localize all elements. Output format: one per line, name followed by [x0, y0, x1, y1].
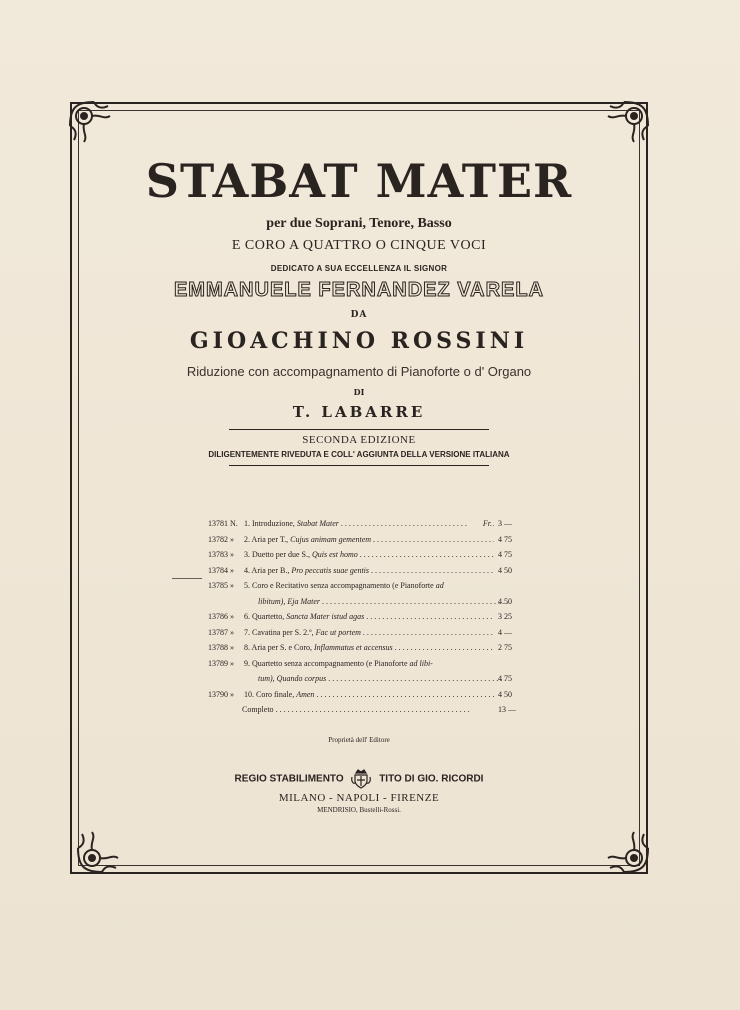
- contents-row: [118, 547, 528, 563]
- number-mark: »: [230, 550, 234, 559]
- contents-row: [118, 563, 528, 579]
- currency-label: Fr.: [468, 516, 492, 532]
- number-mark: »: [230, 534, 234, 544]
- piece-title: [244, 547, 494, 563]
- da-label: DA: [350, 310, 368, 320]
- price: 2 75: [498, 643, 512, 652]
- arranger-name: T. LABARRE: [292, 403, 426, 421]
- number-mark: »: [230, 689, 234, 699]
- contents-row: [118, 578, 528, 594]
- plate-number: 13783: [208, 550, 228, 559]
- piece-incipit: Fac ut portem: [315, 627, 361, 637]
- piece-title: [244, 609, 494, 625]
- piece-title: [258, 594, 508, 610]
- publisher-line: [78, 768, 640, 790]
- piece-title: [244, 563, 494, 579]
- publisher-right: TITO DI GIO. RICORDI: [379, 773, 484, 785]
- piece-label: 10. Coro finale,: [244, 689, 297, 699]
- title-block: [78, 110, 640, 466]
- plate-number: 13782: [208, 534, 228, 544]
- piece-incipit: libitum), Eja Mater: [258, 596, 320, 606]
- dedication-line: DEDICATO A SUA ECCELLENZA IL SIGNOR: [270, 264, 448, 273]
- number-mark: »: [230, 565, 234, 575]
- page-title: STABAT MATER: [145, 154, 573, 208]
- piece-incipit: Quis est homo: [312, 550, 358, 559]
- piece-incipit: Stabat Mater: [296, 519, 339, 528]
- owner-line: Proprietà dell' Editore: [328, 736, 390, 744]
- contents-row: [118, 532, 528, 548]
- printer-line: MENDRISIO, Bustelli-Rossi.: [317, 806, 401, 814]
- price: 4 —: [498, 627, 512, 637]
- piece-label: 2. Aria per T.,: [244, 534, 291, 544]
- corner-ornament-icon: [590, 814, 654, 878]
- piece-title: [244, 532, 494, 548]
- piece-label: 6. Quartetto,: [244, 612, 287, 621]
- edition-line: SECONDA EDIZIONE: [302, 434, 416, 446]
- piece-title: [242, 702, 492, 718]
- piece-incipit: Pro peccatis suae gentis: [291, 565, 370, 575]
- composer-name: GIOACHINO ROSSINI: [189, 328, 529, 354]
- contents-total-row: [118, 702, 528, 718]
- contents-row: [118, 671, 528, 687]
- contents-row: [118, 594, 528, 610]
- price: 4 75: [498, 674, 512, 683]
- piece-title: [244, 687, 494, 703]
- choir-line: E CORO A QUATTRO O CINQUE VOCI: [231, 238, 487, 253]
- di-label: DI: [353, 387, 365, 397]
- publisher-left: REGIO STABILIMENTO: [234, 773, 344, 785]
- piece-title: [244, 640, 494, 656]
- piece-incipit: tum), Quando corpus: [258, 674, 327, 683]
- price: 13 —: [498, 705, 516, 714]
- plate-number: 13784: [208, 565, 228, 575]
- revision-line: DILIGENTEMENTE RIVEDUTA E COLL' AGGIUNTA DELLA VERSIONE ITALIANA: [208, 450, 510, 459]
- number-mark: »: [230, 627, 234, 637]
- number-mark: »: [230, 581, 234, 590]
- piece-label: 3. Duetto per due S.,: [244, 550, 312, 559]
- plate-number: 13785: [208, 581, 228, 590]
- piece-incipit: ad libi-: [409, 658, 433, 668]
- piece-title: [244, 625, 494, 641]
- contents-row: [118, 609, 528, 625]
- piece-label: 5. Coro e Recitativo senza accompagnamento (e Pianoforte: [244, 581, 436, 590]
- piece-title: [244, 516, 494, 532]
- piece-incipit: Sancta Mater istud agas: [286, 612, 365, 621]
- price: 4 50: [498, 565, 512, 575]
- plate-number: 13788: [208, 643, 228, 652]
- plate-number: 13790: [208, 689, 228, 699]
- piece-label: 7. Cavatina per S. 2.º,: [244, 627, 316, 637]
- divider: [229, 465, 489, 466]
- number-mark: »: [230, 658, 234, 668]
- contents-row: [118, 625, 528, 641]
- plate-number: 13786: [208, 612, 228, 621]
- divider: [229, 429, 489, 430]
- cities-line: MILANO - NAPOLI - FIRENZE: [278, 792, 440, 804]
- piece-incipit: Cujus animam gementem: [290, 534, 372, 544]
- reduction-line: Riduzione con accompagnamento di Pianoforte o d' Organo: [186, 364, 532, 379]
- number-mark: N.: [230, 519, 238, 528]
- piece-incipit: Amen: [296, 689, 315, 699]
- price: 3 —: [498, 519, 512, 528]
- contents-row: [118, 516, 528, 532]
- piece-label: Completo: [242, 705, 274, 714]
- contents-row: [118, 640, 528, 656]
- price: 4 75: [498, 550, 512, 559]
- piece-label: 4. Aria per B.,: [244, 565, 292, 575]
- piece-label: 9. Quartetto senza accompagnamento (e Pianoforte: [244, 658, 410, 668]
- piece-title: [258, 671, 508, 687]
- price: 4 75: [498, 534, 512, 544]
- contents-row: [118, 656, 528, 672]
- piece-incipit: Inflammatus et accensus: [314, 643, 393, 652]
- contents-row: [118, 687, 528, 703]
- number-mark: »: [230, 612, 234, 621]
- royal-crest-icon: [350, 768, 372, 790]
- dedicatee-name: EMMANUELE FERNANDEZ VARELA: [173, 279, 545, 301]
- price: 4 50: [498, 689, 512, 699]
- voices-line: per due Soprani, Tenore, Basso: [266, 216, 452, 231]
- plate-number: 13789: [208, 658, 228, 668]
- plate-number: 13781: [208, 519, 228, 528]
- number-mark: »: [230, 643, 234, 652]
- piece-label: 1. Introduzione,: [244, 519, 297, 528]
- piece-title: [244, 578, 494, 594]
- contents-list: [118, 516, 528, 718]
- piece-title: [244, 656, 494, 672]
- plate-number: 13787: [208, 627, 228, 637]
- price: 4 50: [498, 596, 512, 606]
- price: 3 25: [498, 612, 512, 621]
- corner-ornament-icon: [72, 814, 136, 878]
- piece-incipit: ad: [435, 581, 444, 590]
- piece-label: 8. Aria per S. e Coro,: [244, 643, 314, 652]
